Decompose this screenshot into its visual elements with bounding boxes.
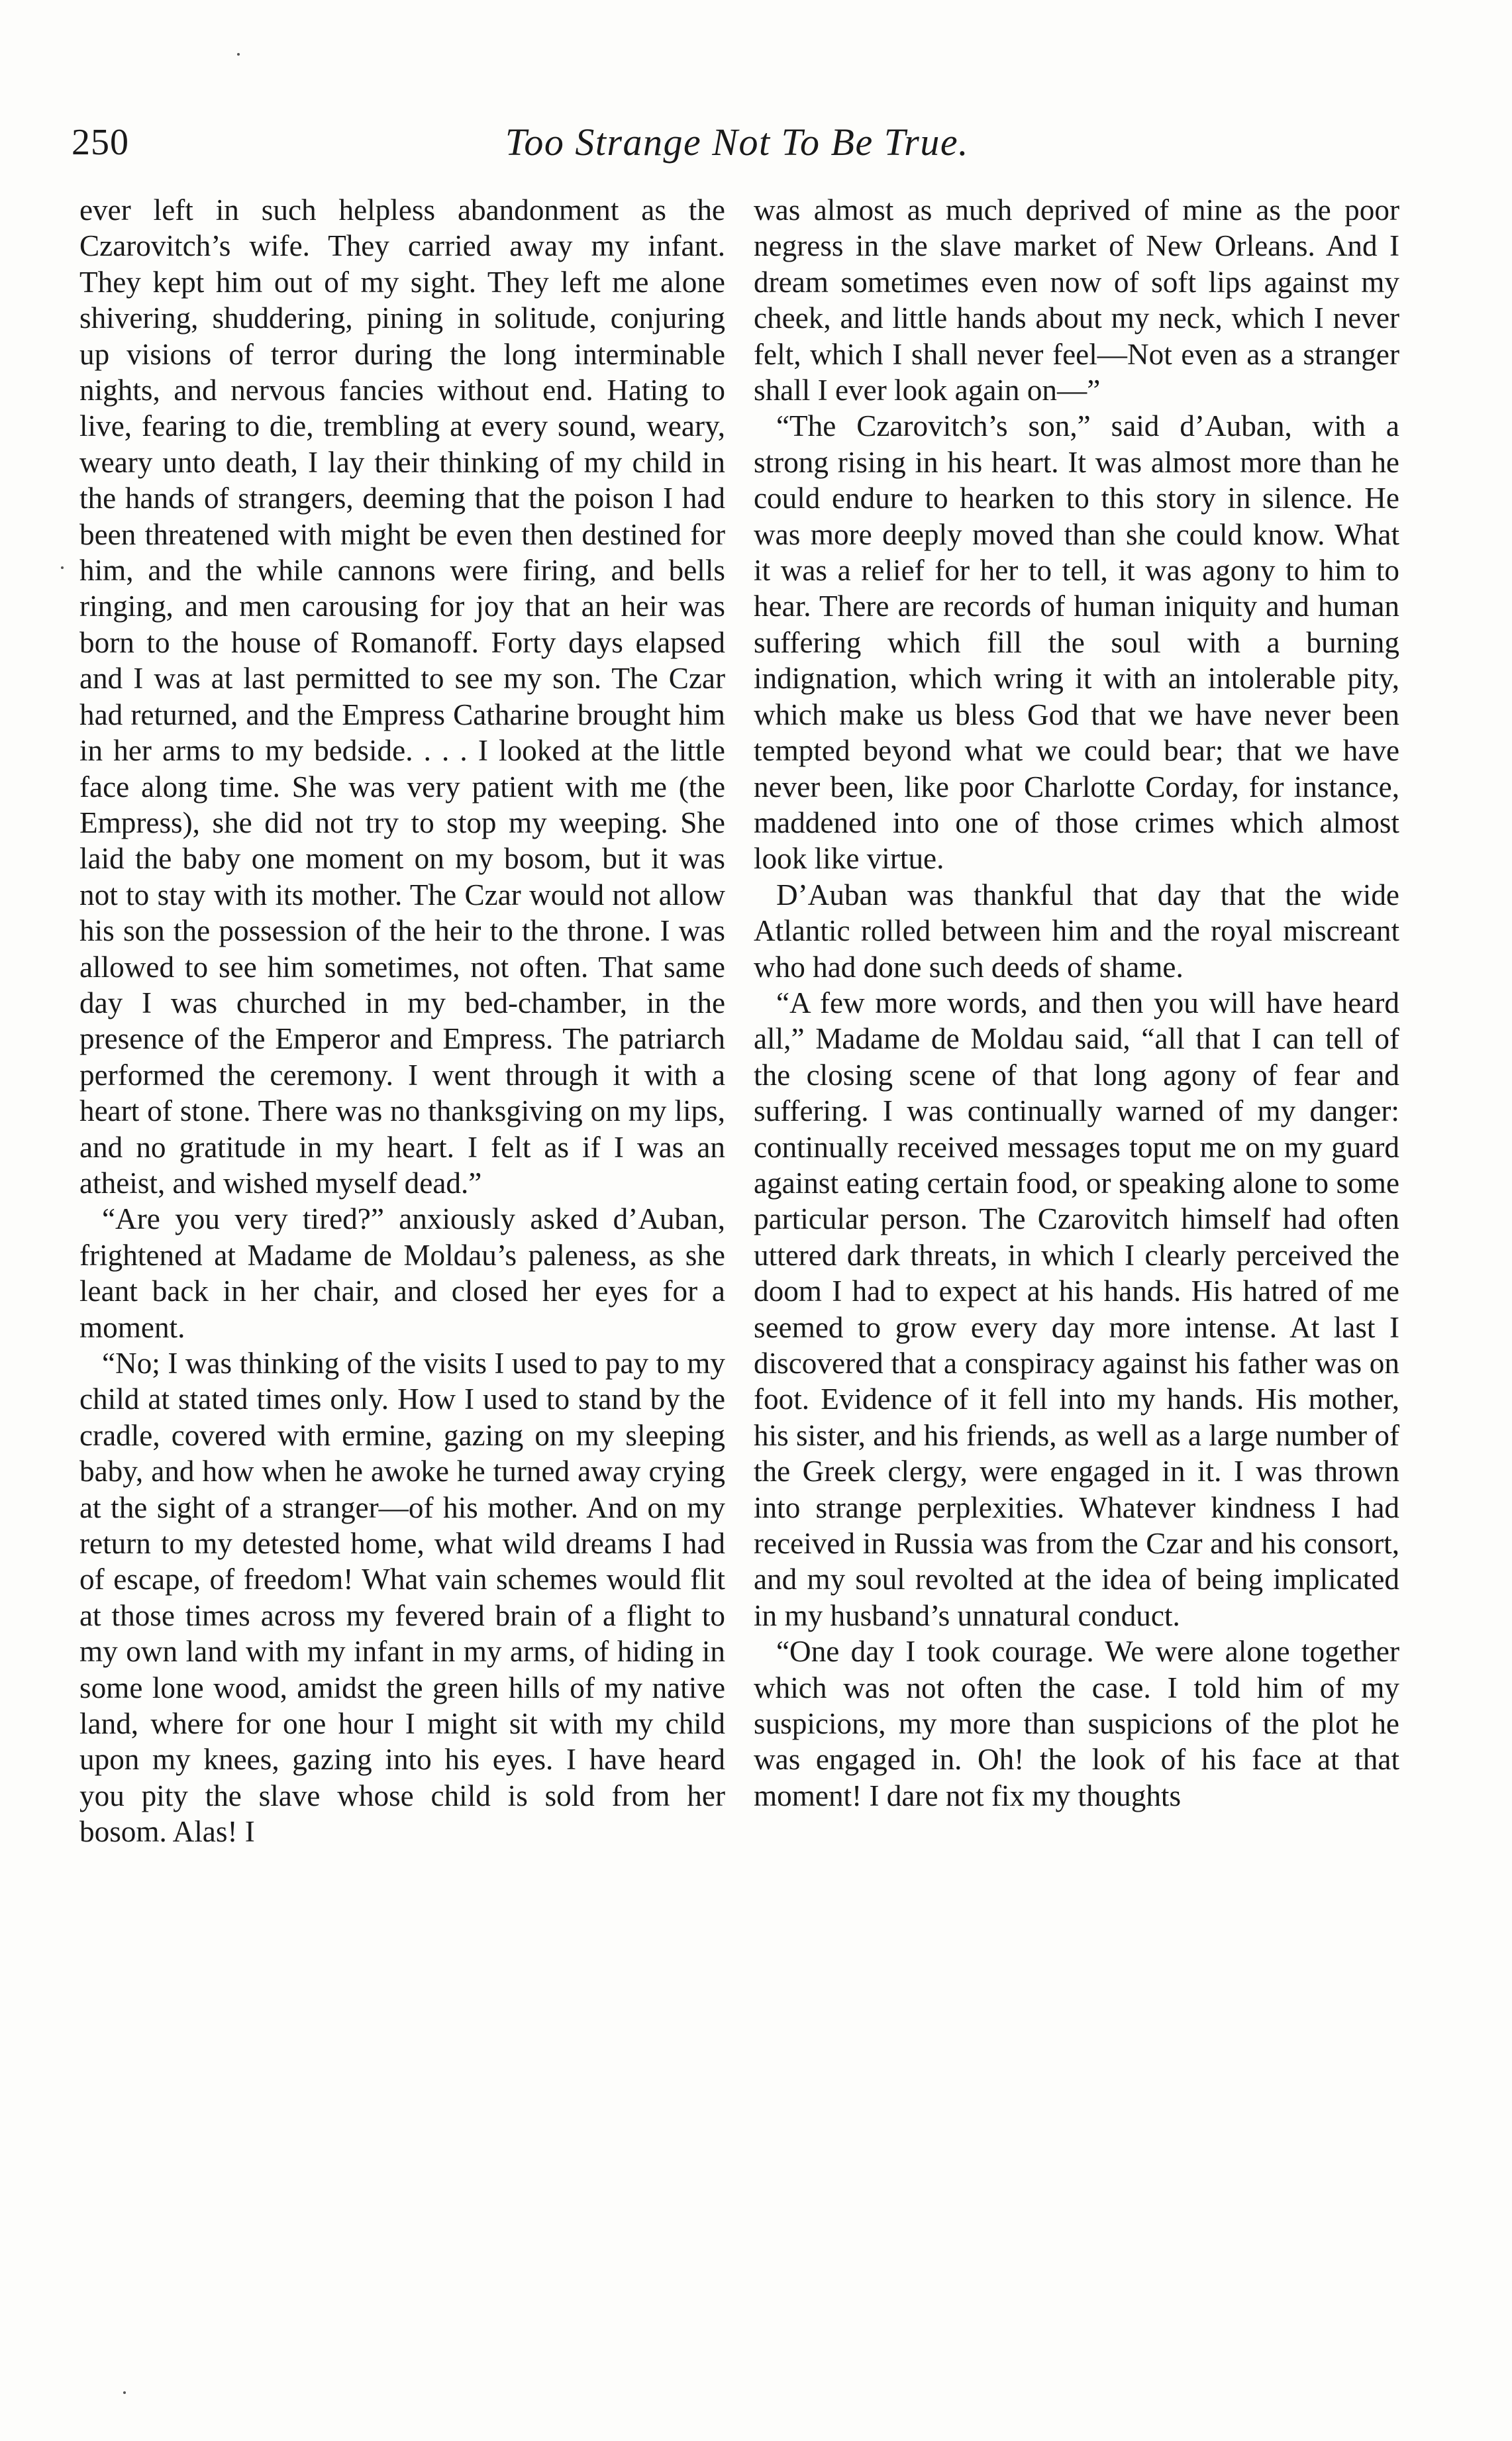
- print-speck: [61, 566, 64, 569]
- running-title: Too Strange Not To Be True.: [505, 121, 970, 164]
- page-header: [72, 116, 1403, 169]
- right-column: [754, 192, 1399, 1814]
- print-speck: [237, 53, 240, 56]
- paragraph: “The Czarovitch’s son,” said d’Auban, with a strong rising in his heart. It was almost more than he could endure to hearken to this story in silence. He was more deeply moved than she could know. What it was a relief for her to tell, it was agony to him to hear. There are records of human iniquity and human suffering which fill the soul with a burning indignation, which wring it with an intolerable pity, which make us bless God that we have never been tempted beyond what we could bear; that we have never been, like poor Charlotte Corday, for instance, maddened into one of those crimes which almost look like virtue.: [754, 409, 1399, 876]
- paragraph: D’Auban was thankful that day that the wide Atlantic rolled between him and the royal miscreant who had done such deeds of shame.: [754, 878, 1399, 984]
- paragraph: “Are you very tired?” anxiously asked d’Auban, frightened at Madame de Moldau’s paleness, as she leant back in her chair, and closed her eyes for a moment.: [79, 1202, 725, 1344]
- print-speck: [123, 2391, 126, 2394]
- paragraph: “A few more words, and then you will have heard all,” Madame de Moldau said, “all that I can tell of the closing scene of that long agony of fear and suffering. I was continually warned of my danger: continually received messages toput me on my guard against eating certain food, or speaking alone to some particular person. The Czarovitch himself had often uttered dark threats, in which I clearly perceived the doom I had to expect at his hands. His hatred of me seemed to grow every day more intense. At last I discovered that a conspiracy against his father was on foot. Evidence of it fell into my hands. His mother, his sister, and his friends, as well as a large number of the Greek clergy, were engaged in it. I was thrown into strange perplexities. Whatever kindness I had received in Russia was from the Czar and his consort, and my soul revolted at the idea of being implicated in my husband’s unnatural conduct.: [754, 986, 1399, 1632]
- paragraph: “No; I was thinking of the visits I used to pay to my child at stated times only. How I used to stand by the cradle, covered with ermine, gazing on my sleeping baby, and how when he awoke he turned away crying at the sight of a stranger—of his mother. And on my return to my detested home, what wild dreams I had of escape, of freedom! What vain schemes would flit at those times across my fevered brain of a flight to my own land with my infant in my arms, of hiding in some lone wood, amidst the green hills of my native land, where for one hour I might sit with my child upon my knees, gazing into his eyes. I have heard you pity the slave whose child is sold from her bosom. Alas! I: [79, 1347, 725, 1849]
- page-number: 250: [72, 122, 129, 163]
- paragraph: was almost as much deprived of mine as the poor negress in the slave market of New Orleans. And I dream sometimes even now of soft lips against my cheek, and little hands about my neck, which I never felt, which I shall never feel—Not even as a stranger shall I ever look again on—”: [754, 193, 1399, 407]
- paragraph: “One day I took courage. We were alone together which was not often the case. I told him of my suspicions, my more than suspicions of the plot he was engaged in. Oh! the look of his face at that moment! I dare not fix my thoughts: [754, 1635, 1399, 1812]
- left-column: [79, 192, 725, 1850]
- paragraph: ever left in such helpless abandonment as the Czarovitch’s wife. They carried away my infant. They kept him out of my sight. They left me alone shivering, shuddering, pining in solitude, conjuring up visions of terror during the long interminable nights, and nervous fancies without end. Hating to live, fearing to die, trembling at every sound, weary, weary unto death, I lay their thinking of my child in the hands of strangers, deeming that the poison I had been threatened with might be even then destined for him, and the while cannons were firing, and bells ringing, and men carousing for joy that an heir was born to the house of Romanoff. Forty days elapsed and I was at last permitted to see my son. The Czar had returned, and the Empress Catharine brought him in her arms to my bedside. . . . I looked at the little face along time. She was very patient with me (the Empress), she did not try to stop my weeping. She laid the baby one moment on my bosom, but it was not to stay with its mother. The Czar would not allow his son the possession of the heir to the throne. I was allowed to see him sometimes, not often. That same day I was churched in my bed-chamber, in the presence of the Emperor and Empress. The patriarch performed the ceremony. I went through it with a heart of stone. There was no thanksgiving on my lips, and no gratitude in my heart. I felt as if I was an atheist, and wished myself dead.”: [79, 193, 725, 1200]
